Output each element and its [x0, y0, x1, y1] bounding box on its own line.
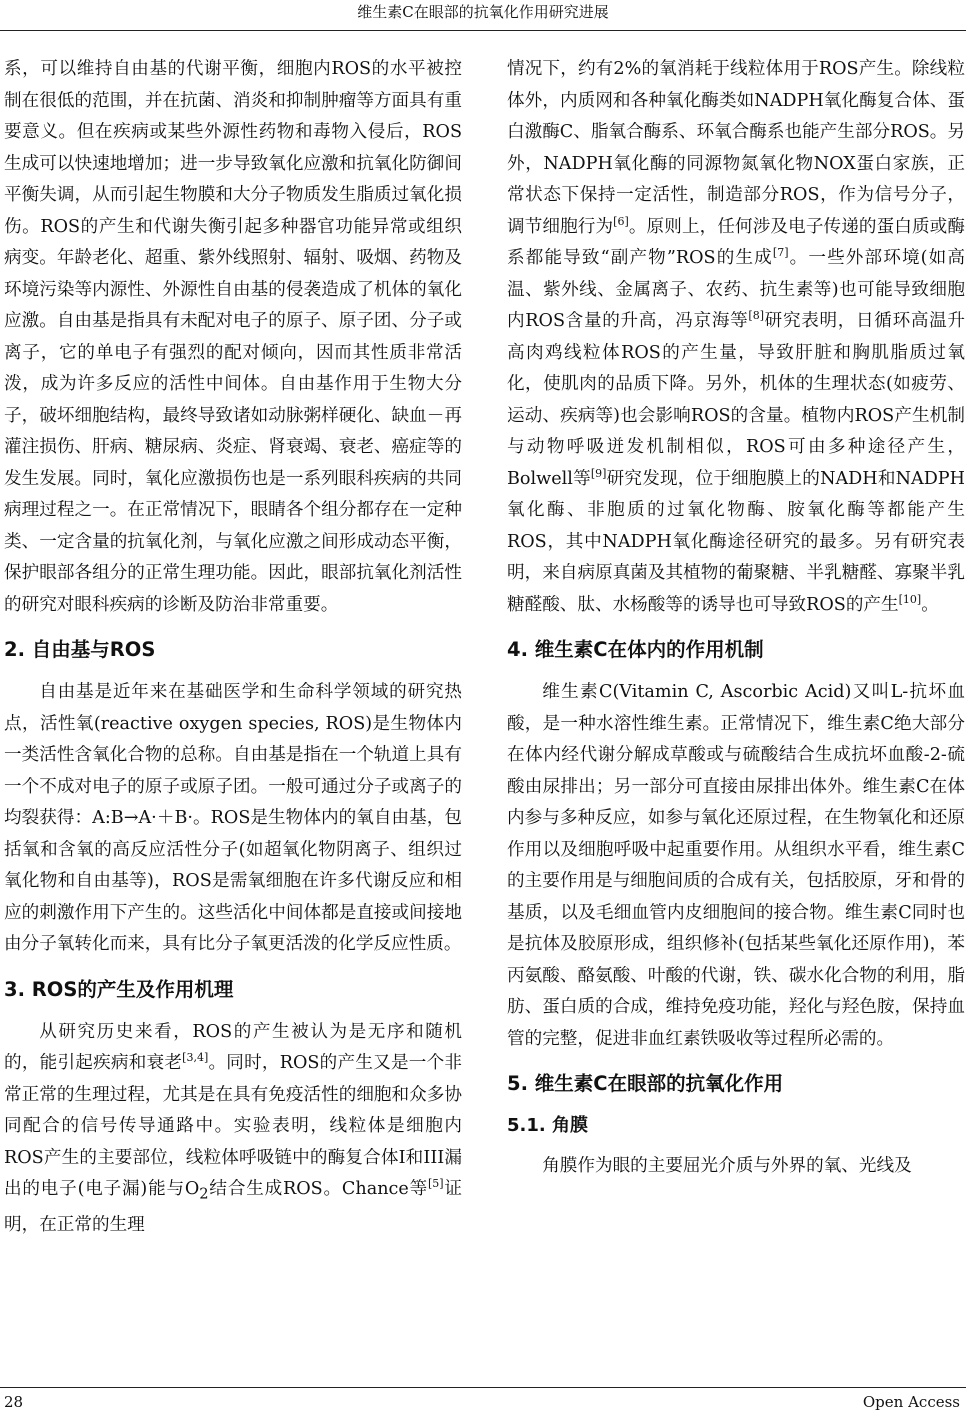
paragraph-vitamin-c-mechanism: 维生素C(Vitamin C, Ascorbic Acid)又叫L-抗坏血酸，是一种水溶性维生素。正常情况下，维生素C绝大部分在体内经代谢分解成草酸或与硫酸结合生成抗坏血酸-2-硫酸由尿排出；另一部分可直接由尿排出体外。维生素C在体内参与多种反应，如参与氧化还原过程，在生物氧化和还原作用以及细胞呼吸中起重要作用。从组织水平看，维生素C的主要作用是与细胞间质的合成有关，包括胶原，牙和骨的基质，以及毛细血管内皮细胞间的接合物。维生素C同时也是抗体及胶原形成，组织修补(包括某些氧化还原作用)，苯丙氨酸、酪氨酸、叶酸的代谢，铁、碳水化合物的利用，脂肪、蛋白质的合成，维持免疫功能，羟化与羟色胺，保持血管的完整，促进非血红素铁吸收等过程所必需的。: [507, 682, 965, 1049]
text-run: 研究表明，日循环高温升高肉鸡线粒体ROS的产生量，导致肝脏和胸肌脂质过氧化，使肌肉的品质下降。另外，机体的生理状态(如疲劳、运动、疾病等)也会影响ROS的含量。植物内ROS产生机制与动物呼吸迸发机制相似，ROS可由多种途径产生，Bolwell等: [507, 311, 965, 489]
citation: [3,4]: [182, 1051, 209, 1065]
section-heading-2: 2. 自由基与ROS: [4, 638, 156, 661]
running-title: 维生素C在眼部的抗氧化作用研究进展: [0, 0, 966, 31]
section-heading-4: 4. 维生素C在体内的作用机制: [507, 638, 764, 661]
section-heading-3: 3. ROS的产生及作用机理: [4, 977, 234, 1001]
subsection-heading-5-1: 5.1. 角膜: [507, 1115, 588, 1136]
paragraph-ros-continued: [507, 54, 965, 621]
text-run: 。同时，ROS的产生又是一个非常正常的生理过程，尤其是在具有免疫活性的细胞和众多协同配合的信号传导通路中。实验表明，线粒体是细胞内ROS产生的主要部位，线粒体呼吸链中的酶复合体I和III漏出的电子(电子漏)能与O: [4, 1053, 462, 1199]
citation: [5]: [428, 1177, 444, 1191]
paragraph-ros-origin: [4, 1017, 462, 1242]
text-run: 。原则上，任何涉及电子传递的蛋白质或酶系都能导致“副产物”ROS的生成: [507, 216, 965, 268]
paragraph-cornea: 角膜作为眼的主要屈光介质与外界的氧、光线及: [542, 1156, 912, 1176]
page-number: 28: [4, 1393, 24, 1411]
left-column: [4, 54, 462, 1242]
paragraph-free-radicals: 自由基是近年来在基础医学和生命科学领域的研究热点，活性氧(reactive oxygen species, ROS)是生物体内一类活性含氧化合物的总称。自由基是指在一个轨道上具有一个不成对电子的原子或原子团。一般可通过分子或离子的均裂获得：A:B→A·＋B·。ROS是生物体内的氧自由基，包括氧和含氧的高反应活性分子(如超氧化物阴离子、组织过氧化物和自由基等)，ROS是需氧细胞在许多代谢反应和相应的刺激作用下产生的。这些活化中间体都是直接或间接地由分子氧转化而来，具有比分子氧更活泼的化学反应性质。: [4, 682, 462, 954]
citation: [6]: [613, 214, 629, 228]
open-access-label: Open Access: [862, 1393, 960, 1411]
citation: [9]: [590, 466, 607, 480]
text-run: 。一些外部环境(如高温、紫外线、金属离子、农药、抗生素等)也可能导致细胞内ROS含量的升高，冯京海等: [507, 248, 965, 331]
text-run: 从研究历史来看，ROS的产生被认为是无序和随机的，能引起疾病和衰老: [4, 1021, 462, 1073]
citation: [10]: [898, 592, 922, 606]
citation: [8]: [748, 309, 764, 323]
text-run: 情况下，约有2%的氧消耗于线粒体用于ROS产生。除线粒体外，内质网和各种氧化酶类如NADPH氧化酶复合体、蛋白激酶C、脂氧合酶系、环氧合酶系也能产生部分ROS。另外，NADPH氧化酶的同源物氮氧化物NOX蛋白家族，正常状态下保持一定活性，制造部分ROS，作为信号分子，调节细胞行为: [507, 59, 965, 237]
citation: [7]: [772, 246, 789, 260]
page-footer: [0, 1387, 966, 1414]
text-run: 。: [921, 594, 939, 615]
text-run: 结合生成ROS。Chance等: [208, 1179, 428, 1199]
paragraph-intro-continued: 系，可以维持自由基的代谢平衡，细胞内ROS的水平被控制在很低的范围，并在抗菌、消炎和抑制肿瘤等方面具有重要意义。但在疾病或某些外源性药物和毒物入侵后，ROS生成可以快速地增加；进一步导致氧化应激和抗氧化防御间平衡失调，从而引起生物膜和大分子物质发生脂质过氧化损伤。ROS的产生和代谢失衡引起多种器官功能异常或组织病变。年龄老化、超重、紫外线照射、辐射、吸烟、药物及环境污染等内源性、外源性自由基的侵袭造成了机体的氧化应激。自由基是指具有未配对电子的原子、原子团、分子或离子，它的单电子有强烈的配对倾向，因而其性质非常活泼，成为许多反应的活性中间体。自由基作用于生物大分子，破坏细胞结构，最终导致诸如动脉粥样硬化、缺血－再灌注损伤、肝病、糖尿病、炎症、肾衰竭、衰老、癌症等的发生发展。同时，氧化应激损伤也是一系列眼科疾病的共同病理过程之一。在正常情况下，眼睛各个组分都存在一定种类、一定含量的抗氧化剂，与氧化应激之间形成动态平衡，保护眼部各组分的正常生理功能。因此，眼部抗氧化剂活性的研究对眼科疾病的诊断及防治非常重要。: [4, 59, 462, 615]
text-run: 证明，在正常的生理: [4, 1179, 462, 1236]
text-run: 研究发现，位于细胞膜上的NADH和NADPH氧化酶、非胞质的过氧化物酶、胺氧化酶等都能产生ROS，其中NADPH氧化酶途径研究的最多。另有研究表明，来自病原真菌及其植物的葡聚糖、半乳糖醛、寡聚半乳糖醛酸、肽、水杨酸等的诱导也可导致ROS的产生: [507, 468, 965, 615]
right-column: [507, 54, 965, 1183]
section-heading-5: 5. 维生素C在眼部的抗氧化作用: [507, 1072, 784, 1095]
subscript: 2: [199, 1185, 209, 1203]
